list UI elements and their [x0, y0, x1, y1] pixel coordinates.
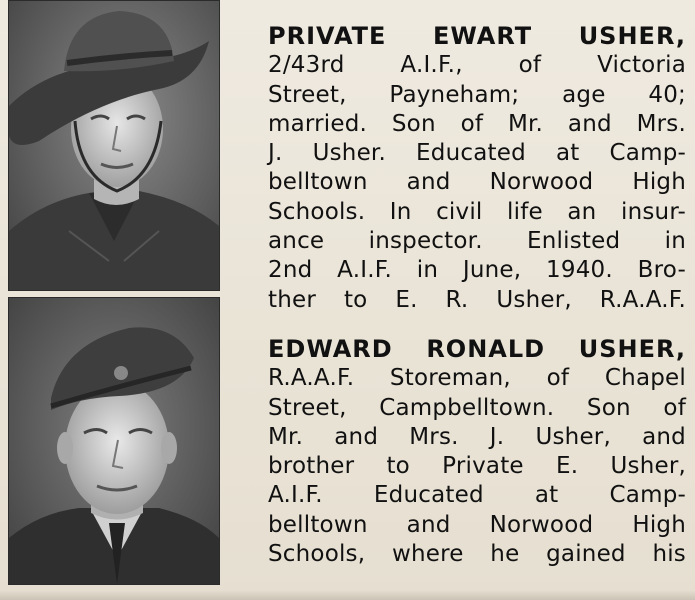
entry-text-line: 2nd A.I.F. in June, 1940. Bro-	[268, 257, 686, 284]
entry-text-line: belltown and Norwood High	[268, 511, 686, 538]
entry-heading: EDWARD RONALD USHER,	[268, 334, 686, 363]
entry-text-line: Mr. and Mrs. J. Usher, and	[268, 423, 686, 450]
obituary-text-column	[268, 22, 686, 589]
entry-text-line: R.A.A.F. Storeman, of Chapel	[268, 365, 686, 392]
entry-text-line: brother to Private E. Usher,	[268, 453, 686, 480]
page-edge-shadow	[0, 590, 695, 600]
entry-text-line: Schools. In civil life an insur-	[268, 198, 686, 225]
entry-ewart-usher	[268, 22, 686, 315]
portrait-photo-airman-side-cap	[8, 297, 220, 585]
entry-text-line: Street, Payneham; age 40;	[268, 81, 686, 108]
entry-text-line: Schools, where he gained his	[268, 541, 686, 568]
entry-text-line: 2/43rd A.I.F., of Victoria	[268, 52, 686, 79]
entry-text-line: married. Son of Mr. and Mrs.	[268, 110, 686, 137]
portrait-image-2	[9, 298, 219, 584]
entry-text-line: Street, Campbelltown. Son of	[268, 394, 686, 421]
entry-heading: PRIVATE EWART USHER,	[268, 22, 686, 50]
entry-text-line: ance inspector. Enlisted in	[268, 228, 686, 255]
entry-edward-ronald-usher	[268, 335, 686, 569]
entry-text-line: ther to E. R. Usher, R.A.A.F.	[268, 286, 686, 313]
entry-text-line: belltown and Norwood High	[268, 169, 686, 196]
entry-text-line: J. Usher. Educated at Camp-	[268, 140, 686, 167]
portrait-image-1	[9, 1, 219, 290]
portrait-photo-soldier-slouch-hat	[8, 0, 220, 291]
entry-text-line: A.I.F. Educated at Camp-	[268, 482, 686, 509]
